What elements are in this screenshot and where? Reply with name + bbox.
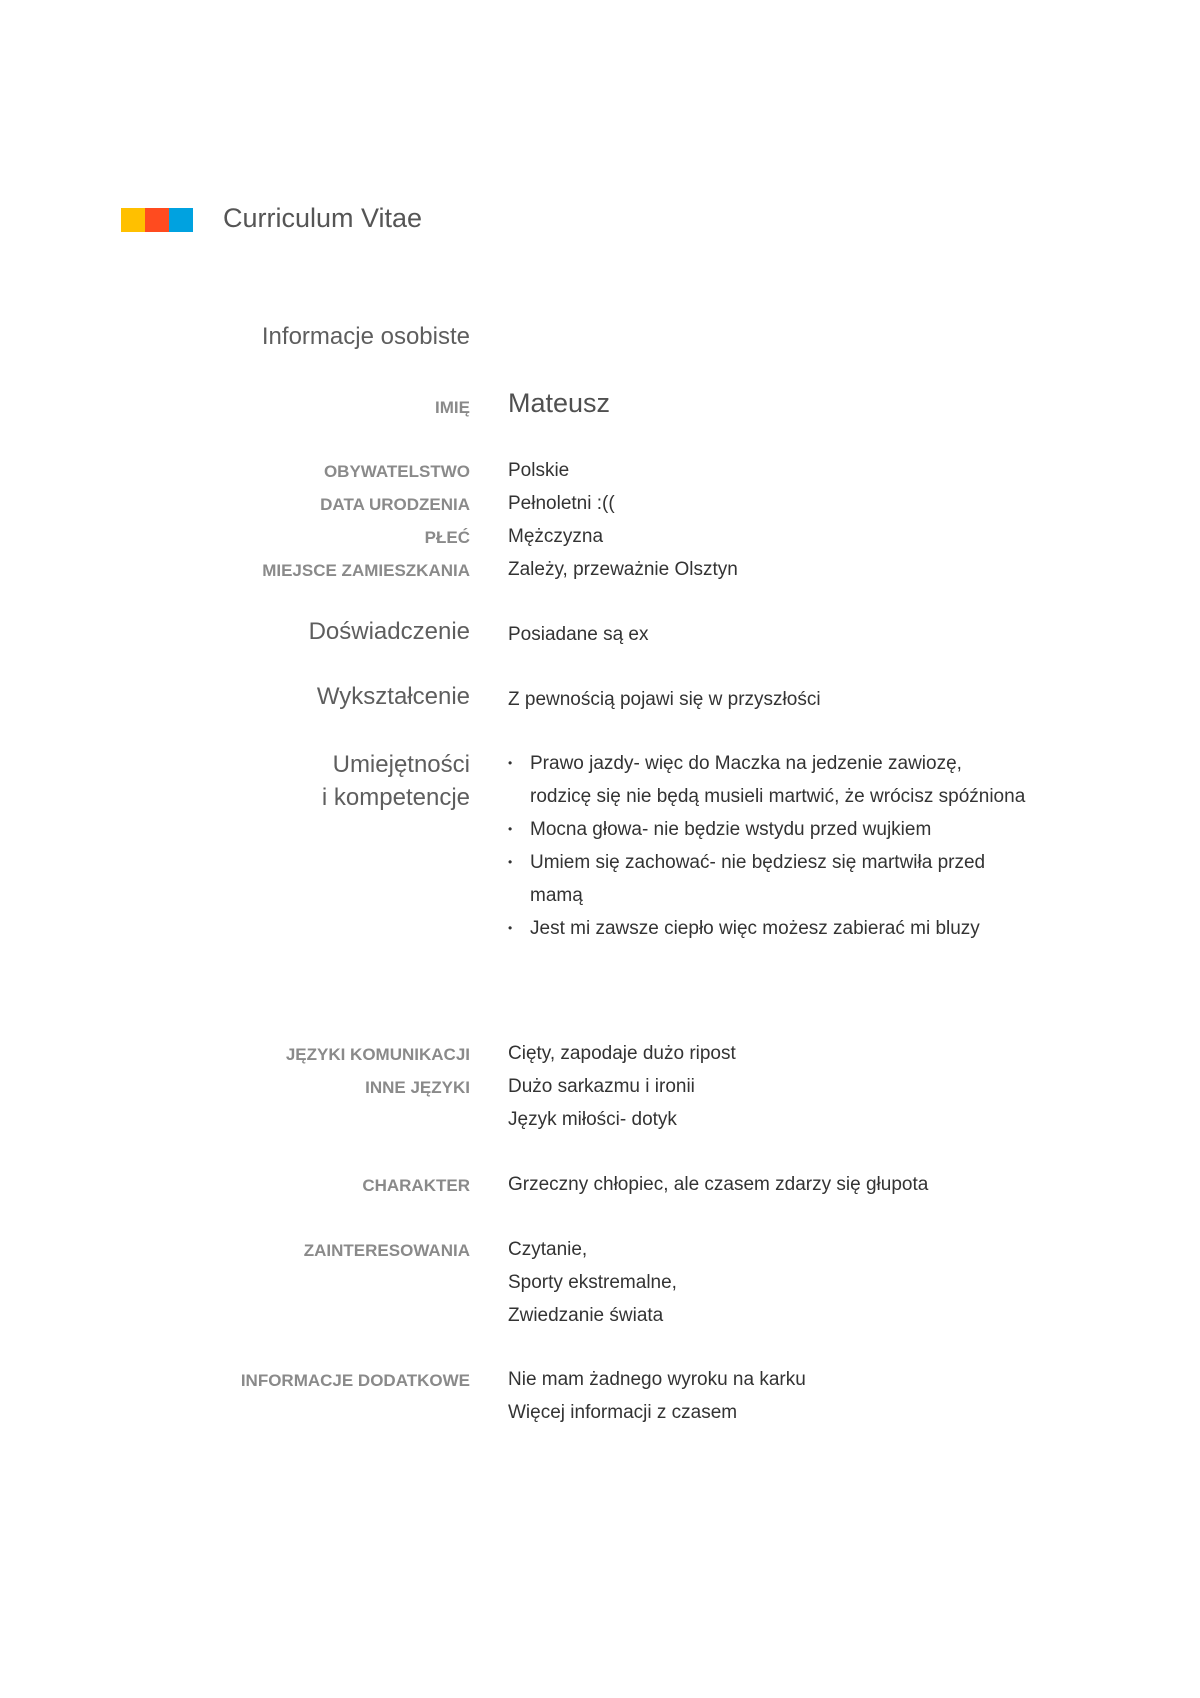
bullet-icon: •	[508, 921, 513, 935]
section-title-skills-line2: i kompetencje	[321, 784, 470, 811]
label-birthdate: DATA URODZENIA	[320, 495, 470, 514]
value-birthdate: Pełnoletni :((	[508, 493, 615, 514]
skill-text: Mocna głowa- nie będzie wstydu przed wujkiem	[530, 819, 932, 840]
logo	[121, 208, 193, 232]
list-item: Zwiedzanie świata	[508, 1305, 664, 1326]
section-title-education: Wykształcenie	[316, 683, 470, 710]
value-name: Mateusz	[508, 388, 611, 418]
value-residence: Zależy, przeważnie Olsztyn	[508, 559, 738, 580]
logo-square-yellow	[121, 208, 145, 232]
value-interests	[508, 1233, 677, 1332]
list-item	[508, 912, 1028, 945]
section-title-experience: Doświadczenie	[308, 618, 470, 645]
value-additional-info	[508, 1363, 806, 1429]
value-education: Z pewnością pojawi się w przyszłości	[508, 689, 821, 710]
section-title-skills	[322, 748, 470, 814]
label-residence: MIEJSCE ZAMIESZKANIA	[262, 561, 470, 580]
value-communication-languages: Cięty, zapodaje dużo ripost	[508, 1043, 736, 1064]
logo-square-blue	[169, 208, 193, 232]
document-title: Curriculum Vitae	[223, 203, 423, 233]
label-citizenship: OBYWATELSTWO	[323, 462, 470, 481]
skill-text: Jest mi zawsze ciepło więc możesz zabierać mi bluzy	[530, 918, 980, 939]
skill-text: Umiem się zachować- nie będziesz się martwiła przed mamą	[530, 852, 986, 906]
value-other-languages	[508, 1070, 695, 1136]
list-item: Nie mam żadnego wyroku na karku	[508, 1369, 806, 1390]
value-experience: Posiadane są ex	[508, 624, 649, 645]
skills-list	[508, 747, 1028, 945]
list-item	[508, 846, 1028, 912]
list-item: Sporty ekstremalne,	[508, 1272, 677, 1293]
list-item	[508, 813, 1028, 846]
list-item: Dużo sarkazmu i ironii	[508, 1076, 695, 1097]
value-gender: Mężczyzna	[508, 526, 604, 547]
bullet-icon: •	[508, 822, 513, 836]
label-other-languages: INNE JĘZYKI	[365, 1078, 470, 1097]
list-item: Język miłości- dotyk	[508, 1109, 677, 1130]
value-character: Grzeczny chłopiec, ale czasem zdarzy się głupota	[508, 1174, 929, 1195]
logo-square-red	[145, 208, 169, 232]
skill-text: Prawo jazdy- więc do Maczka na jedzenie zawiozę, rodzicę się nie będą musieli martwić, że wrócisz spóźniona	[530, 753, 1026, 807]
bullet-icon: •	[508, 855, 513, 869]
list-item: Więcej informacji z czasem	[508, 1402, 738, 1423]
label-character: CHARAKTER	[362, 1176, 470, 1195]
label-additional-info: INFORMACJE DODATKOWE	[240, 1371, 470, 1390]
label-interests: ZAINTERESOWANIA	[303, 1241, 470, 1260]
label-name: IMIĘ	[435, 398, 470, 417]
bullet-icon: •	[508, 756, 513, 770]
label-gender: PŁEĆ	[424, 528, 470, 547]
list-item	[508, 747, 1028, 813]
section-title-personal: Informacje osobiste	[261, 323, 470, 350]
section-title-skills-line1: Umiejętności	[332, 751, 470, 778]
list-item: Czytanie,	[508, 1239, 588, 1260]
label-communication-languages: JĘZYKI KOMUNIKACJI	[285, 1045, 470, 1064]
value-citizenship: Polskie	[508, 460, 570, 481]
